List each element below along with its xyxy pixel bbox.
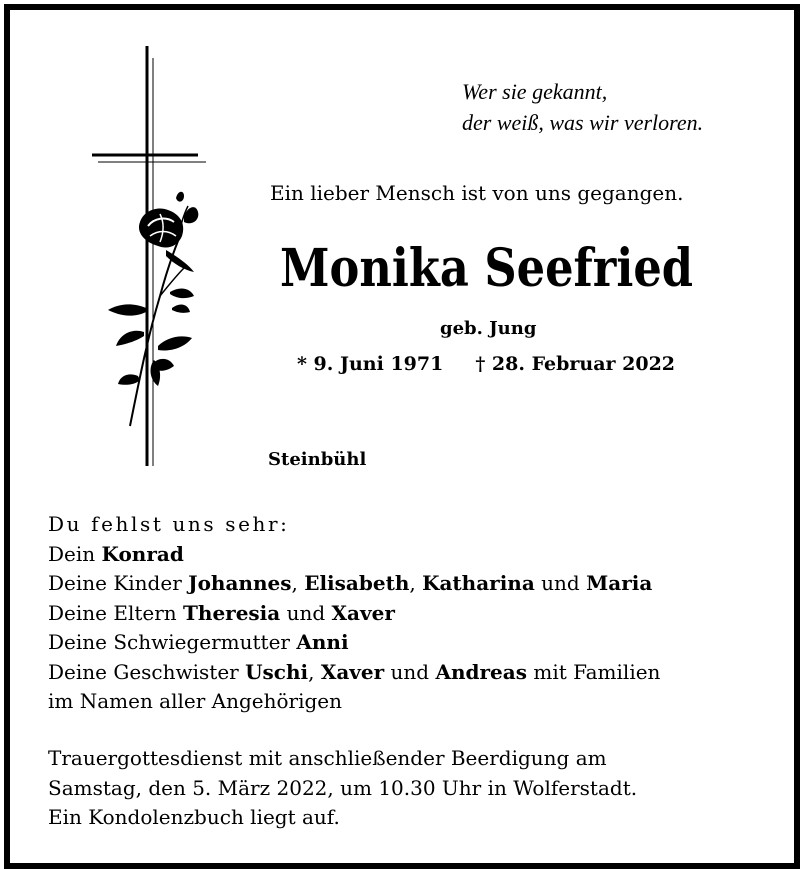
family-line-parents bbox=[48, 599, 660, 629]
motto-line: der weiß, was wir verloren. bbox=[462, 110, 704, 135]
death-date: † 28. Februar 2022 bbox=[475, 353, 676, 375]
motto-quote bbox=[462, 76, 703, 138]
family-text: Deine Kinder bbox=[48, 571, 189, 595]
family-member-name: Xaver bbox=[331, 600, 395, 625]
family-text: Deine Geschwister bbox=[48, 659, 246, 684]
family-member-name: Katharina bbox=[422, 571, 535, 595]
family-text: Deine Schwiegermutter bbox=[48, 630, 297, 654]
family-text: , bbox=[308, 659, 321, 684]
cross-with-rose-icon bbox=[88, 46, 218, 476]
service-line: Samstag, den 5. März 2022, um 10.30 Uhr in Wolferstadt. bbox=[48, 775, 638, 800]
service-line: Ein Kondolenzbuch liegt auf. bbox=[48, 805, 340, 829]
service-line: Trauergottesdienst mit anschließender Beerdigung am bbox=[48, 746, 607, 770]
family-heading: Du fehlst uns sehr: bbox=[48, 512, 290, 536]
family-member-name: Elisabeth bbox=[304, 571, 410, 595]
family-line-siblings bbox=[48, 658, 660, 688]
family-member-name: Johannes bbox=[188, 571, 292, 595]
family-line-mother-in-law bbox=[48, 628, 660, 658]
family-text: Deine Eltern bbox=[48, 600, 184, 625]
family-member-name: Maria bbox=[586, 571, 653, 595]
deceased-name: Monika Seefried bbox=[280, 238, 694, 299]
family-text: , bbox=[291, 571, 305, 595]
family-text: Dein bbox=[48, 541, 102, 566]
life-dates bbox=[297, 353, 675, 375]
family-member-name: Xaver bbox=[320, 659, 385, 684]
intro-text: Ein lieber Mensch ist von uns gegangen. bbox=[270, 181, 684, 205]
family-line-spouse bbox=[48, 540, 660, 570]
funeral-service-info bbox=[48, 744, 637, 833]
family-member-name: Uschi bbox=[245, 659, 309, 684]
family-line-children bbox=[48, 569, 660, 599]
family-member-name: Theresia bbox=[183, 600, 281, 625]
family-text: und bbox=[534, 571, 587, 595]
residence-place: Steinbühl bbox=[268, 449, 367, 470]
family-member-name: Andreas bbox=[435, 659, 527, 684]
family-list bbox=[48, 510, 660, 717]
obituary-notice bbox=[4, 4, 800, 869]
family-line-relatives: im Namen aller Angehörigen bbox=[48, 689, 343, 713]
family-member-name: Konrad bbox=[101, 541, 184, 566]
birth-name: geb. Jung bbox=[440, 318, 537, 339]
family-text: und bbox=[384, 659, 436, 684]
family-member-name: Anni bbox=[296, 630, 349, 654]
birth-date: * 9. Juni 1971 bbox=[297, 353, 444, 375]
family-text: und bbox=[280, 600, 332, 625]
family-text: mit Familien bbox=[527, 659, 661, 684]
motto-line: Wer sie gekannt, bbox=[462, 79, 608, 104]
family-text: , bbox=[409, 571, 423, 595]
